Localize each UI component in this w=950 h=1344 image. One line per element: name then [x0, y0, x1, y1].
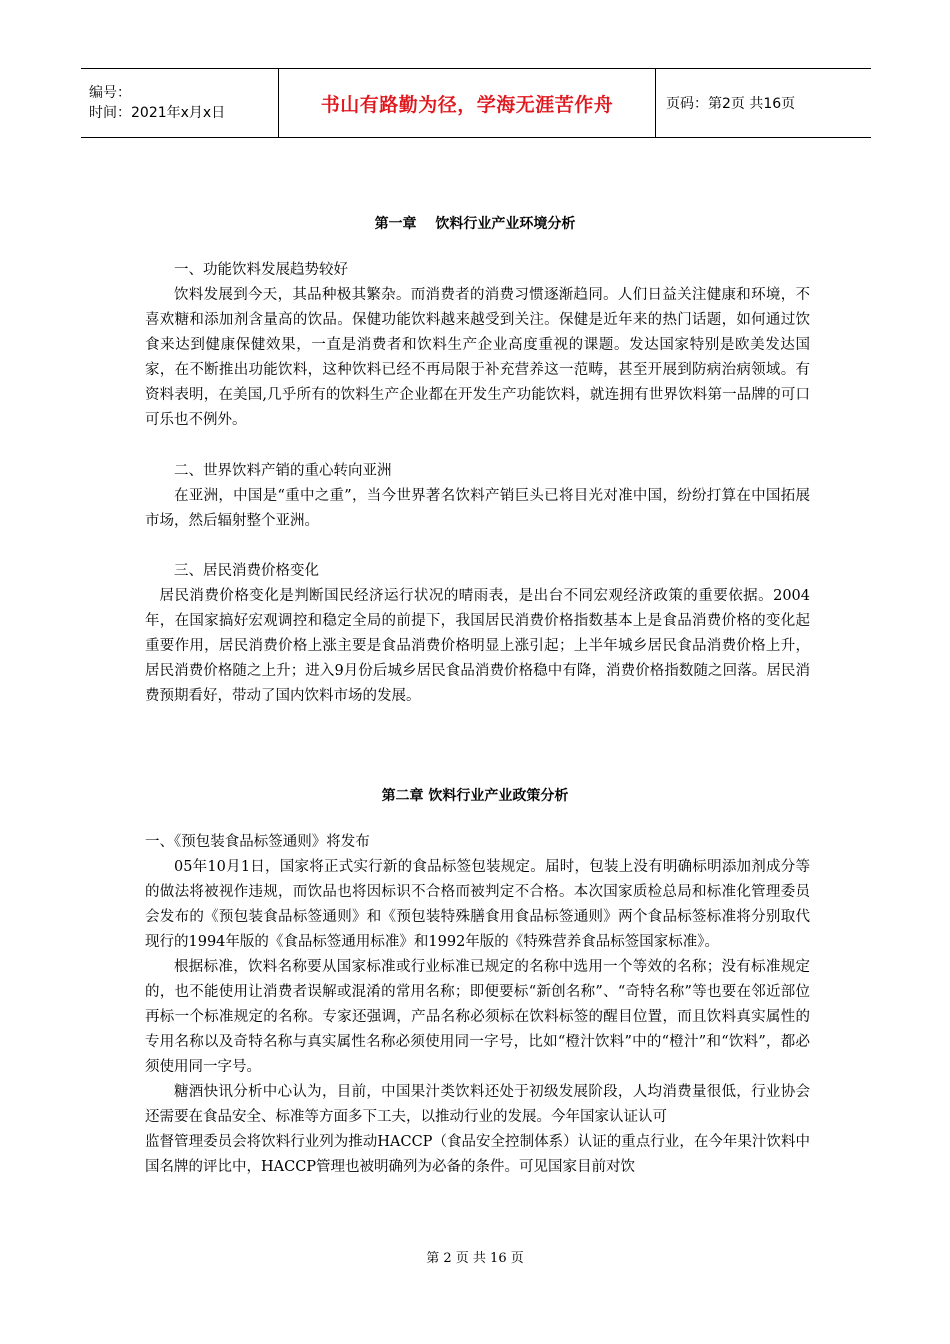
chapter-2-title: 第二章 饮料行业产业政策分析	[381, 788, 569, 804]
page-header	[81, 68, 871, 138]
header-page-info-cell	[656, 69, 871, 137]
chapter-1-section-2	[145, 459, 810, 534]
header-meta	[81, 69, 279, 137]
document-number-label: 编号：	[89, 85, 131, 101]
header-motto: 书山有路勤为径，学海无涯苦作舟	[320, 93, 614, 116]
paragraph: 饮料发展到今天，其品种极其繁杂。而消费者的消费习惯逐渐趋同。人们日益关注健康和环境，不喜欢糖和添加剂含量高的饮品。保健功能饮料越来越受到关注。保健是近年来的热门话题，如何通过饮食来达到健康保健效果，一直是消费者和饮料生产企业高度重视的课题。发达国家特别是欧美发达国家，在不断推出功能饮料，这种饮料已经不再局限于补充营养这一范畴，甚至开展到防病治病领域。有资料表明，在美国,几乎所有的饮料生产企业都在开发生产功能饮料，就连拥有世界饮料第一品牌的可口可乐也不例外。	[145, 287, 810, 428]
paragraph: 监督管理委员会将饮料行业列为推动HACCP（食品安全控制体系）认证的重点行业，在今年果汁饮料中国名牌的评比中，HACCP管理也被明确列为必备的条件。可见国家目前对饮	[145, 1134, 810, 1175]
document-date: 时间：2021年x月x日	[89, 105, 226, 121]
header-motto-cell	[279, 69, 656, 137]
paragraph: 居民消费价格变化是判断国民经济运行状况的晴雨表，是出台不同宏观经济政策的重要依据。2004年，在国家搞好宏观调控和稳定全局的前提下，我国居民消费价格指数基本上是食品消费价格的变化起重要作用，居民消费价格上涨主要是食品消费价格明显上涨引起；上半年城乡居民食品消费价格上升，居民消费价格随之上升；进入9月份后城乡居民食品消费价格稳中有降，消费价格指数随之回落。居民消费预期看好，带动了国内饮料市场的发展。	[145, 588, 810, 704]
section-heading: 二、世界饮料产销的重心转向亚洲	[174, 463, 392, 479]
section-heading: 三、居民消费价格变化	[174, 563, 319, 579]
paragraph: 糖酒快讯分析中心认为，目前，中国果汁类饮料还处于初级发展阶段，人均消费量很低，行业协会还需要在食品安全、标准等方面多下工夫，以推动行业的发展。今年国家认证认可	[145, 1084, 810, 1125]
section-heading: 一、功能饮料发展趋势较好	[174, 262, 348, 278]
chapter-2-section-1	[145, 830, 810, 1180]
chapter-1-section-3	[145, 559, 810, 709]
chapter-1-section-1	[145, 258, 810, 433]
paragraph: 在亚洲，中国是“重中之重”，当今世界著名饮料产销巨头已将目光对准中国，纷纷打算在中国拓展市场，然后辐射整个亚洲。	[145, 488, 810, 529]
paragraph: 根据标准，饮料名称要从国家标准或行业标准已规定的名称中选用一个等效的名称；没有标准规定的，也不能使用让消费者误解或混淆的常用名称；即便要标“新创名称”、“奇特名称”等也要在邻近部位再标一个标准规定的名称。专家还强调，产品名称必须标在饮料标签的醒目位置，而且饮料真实属性的专用名称以及奇特名称与真实属性名称必须使用同一字号，比如“橙汁饮料”中的“橙汁”和“饮料”，都必须使用同一字号。	[145, 959, 810, 1075]
paragraph: 05年10月1日，国家将正式实行新的食品标签包装规定。届时，包装上没有明确标明添加剂成分等的做法将被视作违规，而饮品也将因标识不合格而被判定不合格。本次国家质检总局和标准化管理委员会发布的《预包装食品标签通则》和《预包装特殊膳食用食品标签通则》两个食品标签标准将分别取代现行的1994年版的《食品标签通用标准》和1992年版的《特殊营养食品标签国家标准》。	[145, 859, 810, 950]
section-heading: 一、《预包装食品标签通则》将发布	[145, 834, 370, 850]
chapter-1-title: 第一章 饮料行业产业环境分析	[374, 216, 576, 232]
header-page-info: 页码：第2页 共16页	[666, 96, 796, 112]
page-footer: 第 2 页 共 16 页	[426, 1251, 524, 1266]
